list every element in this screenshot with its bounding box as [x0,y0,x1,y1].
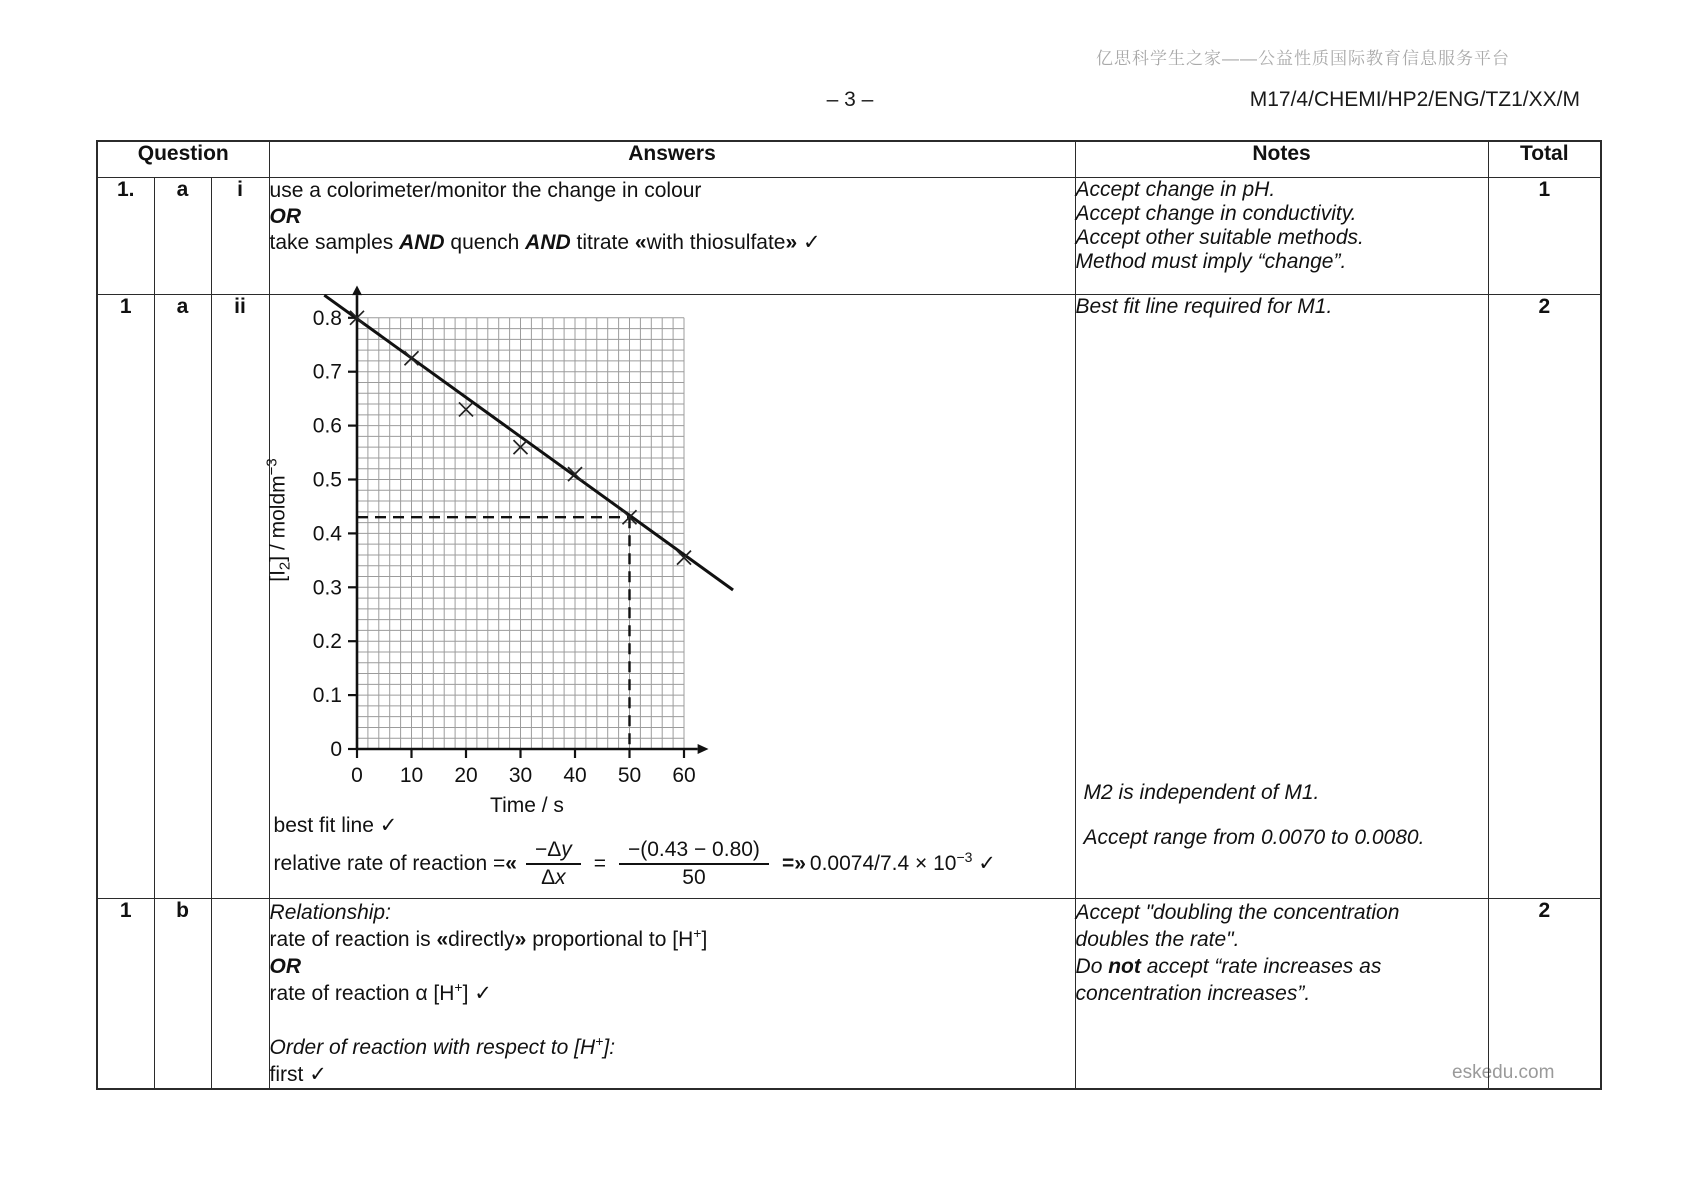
eskedu-watermark: eskedu.com [1452,1062,1555,1083]
fraction-dy-dx: $\frac{-\Delta y}{\Delta x}$ [526,838,581,890]
answer-line: rate of reaction α [H+] ✓ [269,978,492,1005]
notes-cell [1075,177,1488,294]
total-cell: 2 [1488,294,1601,898]
answer-line: use a colorimeter/monitor the change in colour [269,178,702,202]
table-row [97,177,1601,294]
question-sub: a [154,177,211,294]
question-number: 1. [97,177,154,294]
question-part: ii [211,294,269,898]
header-answers: Answers [269,141,1075,177]
header-question: Question [97,141,269,177]
checkmark: ✓ [797,230,821,254]
markscheme-table [96,140,1602,1090]
y-tick-label: 0.3 [312,575,342,599]
header-total: Total [1488,141,1601,177]
paper-code: M17/4/CHEMI/HP2/ENG/TZ1/XX/M [1249,88,1580,111]
page-number: – 3 – [826,88,874,111]
table-header-row [97,141,1601,177]
note-line: Best fit line required for M1. [1075,294,1333,318]
answers-cell [262,294,1075,898]
answer-line: Order of reaction with respect to [H+]: [269,1032,616,1059]
note-line: Accept range from 0.0070 to 0.0080. [1083,825,1425,849]
question-number: 1 [97,898,154,1089]
question-sub: b [154,898,211,1089]
site-watermark: 亿思科学生之家——公益性质国际教育信息服务平台 [1096,49,1510,68]
y-tick-label: 0.4 [312,521,342,545]
y-tick-label: 0.8 [312,306,342,330]
total-cell: 2 [1488,898,1601,1089]
answers-cell [269,898,1075,1089]
y-tick-label: 0.7 [312,360,342,384]
rate-formula: relative rate of reaction = « $\frac{-\Delta y}{\Delta x}$ = $\frac{-(0.43 - 0.80)}{50}$ =» $0.0074/7.4 \times 10^{-3}$ ✓ [273,837,996,889]
note-line: M2 is independent of M1. [1083,780,1320,804]
x-tick-label: 10 [399,763,423,787]
y-tick-label: 0.6 [312,414,342,438]
y-axis-arrow [352,285,362,295]
concentration-time-graph: 0 10 20 30 40 50 60 0 0.1 0.2 0.3 0.4 0.5 0.6 0.7 0.8 Time / s $[I_2]$ / moldm$^{-3}$ [255,280,775,825]
note-line: Accept change in pH. [1075,177,1276,201]
table-row [97,898,1601,1089]
note-line: Accept change in conductivity. [1075,201,1357,225]
question-sub: a [154,294,211,898]
best-fit-line-mark: best fit line ✓ [273,813,398,837]
question-part: i [211,177,269,294]
total-cell: 1 [1488,177,1601,294]
answer-line: Relationship: [269,900,391,924]
x-tick-label: 60 [671,763,696,787]
answer-line: first ✓ [269,1062,327,1086]
answer-or: OR [269,204,302,228]
x-tick-label: 40 [562,763,587,787]
y-tick-label: 0.1 [312,683,342,707]
y-tick-label: 0.5 [312,468,342,491]
checkmark: ✓ [972,851,996,875]
note-line: Accept "doubling the concentration [1075,900,1400,924]
x-tick-label: 20 [453,763,478,787]
x-tick-label: 50 [617,763,641,787]
x-axis-label: Time / s [489,793,564,817]
x-axis-arrow [697,744,708,754]
table-row [97,294,1601,898]
graph-svg [255,280,775,825]
fraction-values: $\frac{-(0.43 - 0.80)}{50}$ [619,838,769,890]
notes-cell [1075,898,1488,1089]
x-tick-label: 0 [350,763,363,787]
answer-line: take samples AND quench AND titrate «with thiosulfate» ✓ [269,230,821,254]
note-line: Accept other suitable methods. [1075,225,1364,249]
note-line: concentration increases”. [1075,981,1311,1005]
note-line: Method must imply “change”. [1075,249,1347,273]
x-tick-label: 30 [508,763,532,787]
y-tick-label: 0 [329,737,342,761]
answer-or: OR [269,954,302,978]
notes-cell [1075,294,1488,898]
question-part [211,898,269,1089]
answers-cell [269,177,1075,294]
spacer [270,1007,1075,1034]
note-line: doubles the rate". [1075,927,1240,951]
header-notes: Notes [1075,141,1488,177]
answer-line: rate of reaction is «directly» proportional to [H+] [269,924,708,951]
note-line: Do not accept “rate increases as [1075,954,1382,978]
question-number: 1 [97,294,154,898]
y-tick-label: 0.2 [312,629,342,653]
rate-result: $0.0074/7.4 \times 10^{-3}$ ✓ [809,848,996,875]
